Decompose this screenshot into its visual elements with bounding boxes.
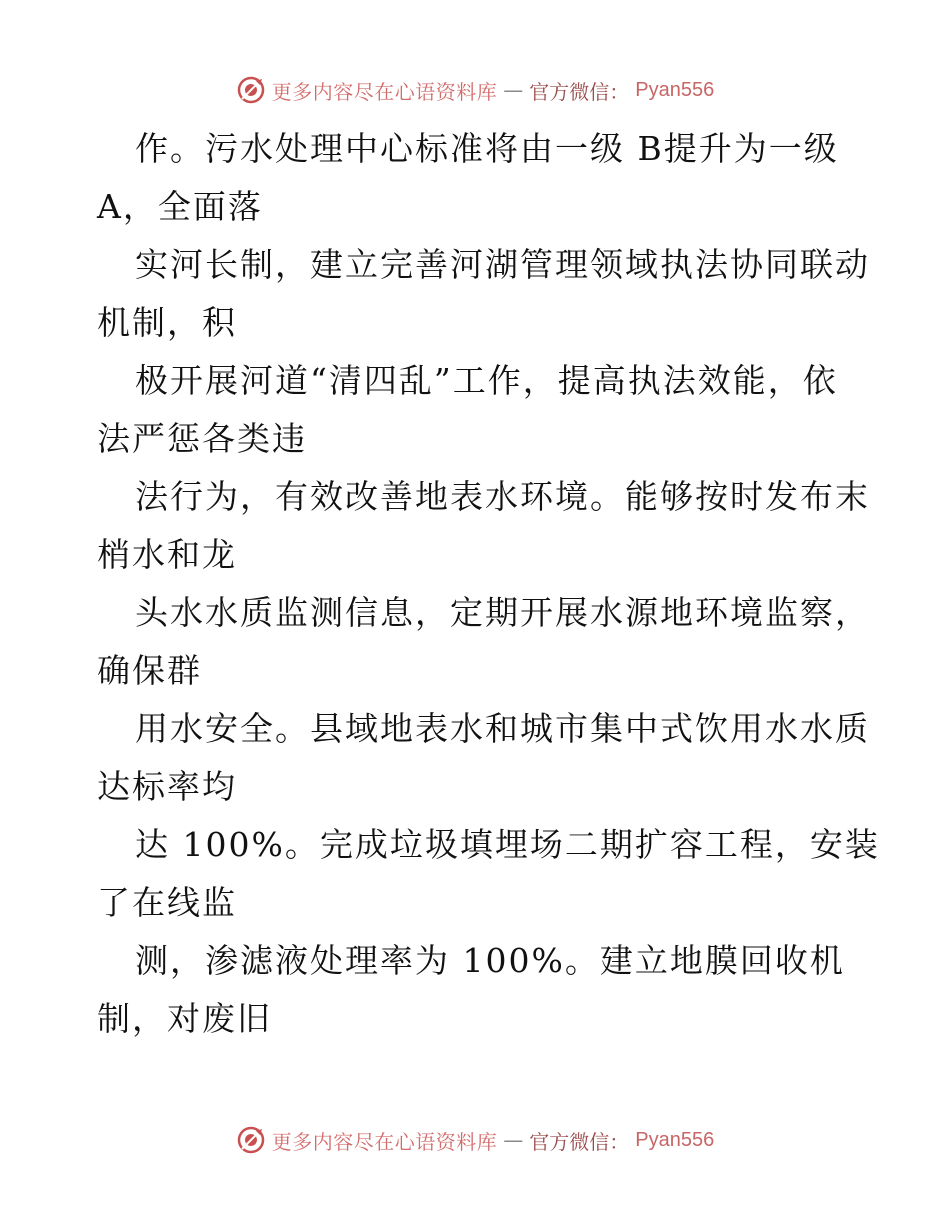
- text-line: 作。污水处理中心标准将由一级 B提升为一级: [135, 129, 839, 168]
- page-header-banner: [0, 70, 950, 110]
- text-line: 用水安全。县域地表水和城市集中式饮用水水质: [135, 709, 870, 748]
- banner-contact-label: 官方微信：: [529, 79, 630, 104]
- banner-dash: —: [503, 1128, 524, 1152]
- banner-contact-id: Pyan556: [635, 1128, 715, 1151]
- text-line: 了在线监: [97, 883, 237, 922]
- watermark-banner: [236, 75, 714, 105]
- text-line: 法严惩各类违: [97, 419, 307, 458]
- banner-contact-label: 官方微信：: [529, 1129, 630, 1154]
- text-line: 达 100%。完成垃圾填埋场二期扩容工程，安装: [135, 825, 880, 864]
- banner-text: 更多内容尽在心语资料库: [271, 79, 498, 104]
- logo-icon: [236, 1125, 266, 1155]
- document-body: [97, 120, 880, 1048]
- watermark-banner: [236, 1125, 714, 1155]
- page-footer-banner: [0, 1120, 950, 1160]
- banner-contact-id: Pyan556: [635, 78, 715, 101]
- text-line: 实河长制，建立完善河湖管理领域执法协同联动: [135, 245, 870, 284]
- text-line: 法行为，有效改善地表水环境。能够按时发布末: [135, 477, 870, 516]
- text-line: 极开展河道“清四乱”工作，提高执法效能，依: [135, 361, 838, 400]
- text-line: 机制，积: [97, 303, 237, 342]
- text-line: 达标率均: [97, 767, 237, 806]
- banner-dash: —: [503, 78, 524, 102]
- text-line: 确保群: [97, 651, 202, 690]
- text-line: 测，渗滤液处理率为 100%。建立地膜回收机: [135, 941, 845, 980]
- text-line: A，全面落: [97, 187, 263, 226]
- text-line: 制，对废旧: [97, 999, 272, 1038]
- banner-text: 更多内容尽在心语资料库: [271, 1129, 498, 1154]
- logo-icon: [236, 75, 266, 105]
- text-line: 头水水质监测信息，定期开展水源地环境监察，: [135, 593, 870, 632]
- text-line: 梢水和龙: [97, 535, 237, 574]
